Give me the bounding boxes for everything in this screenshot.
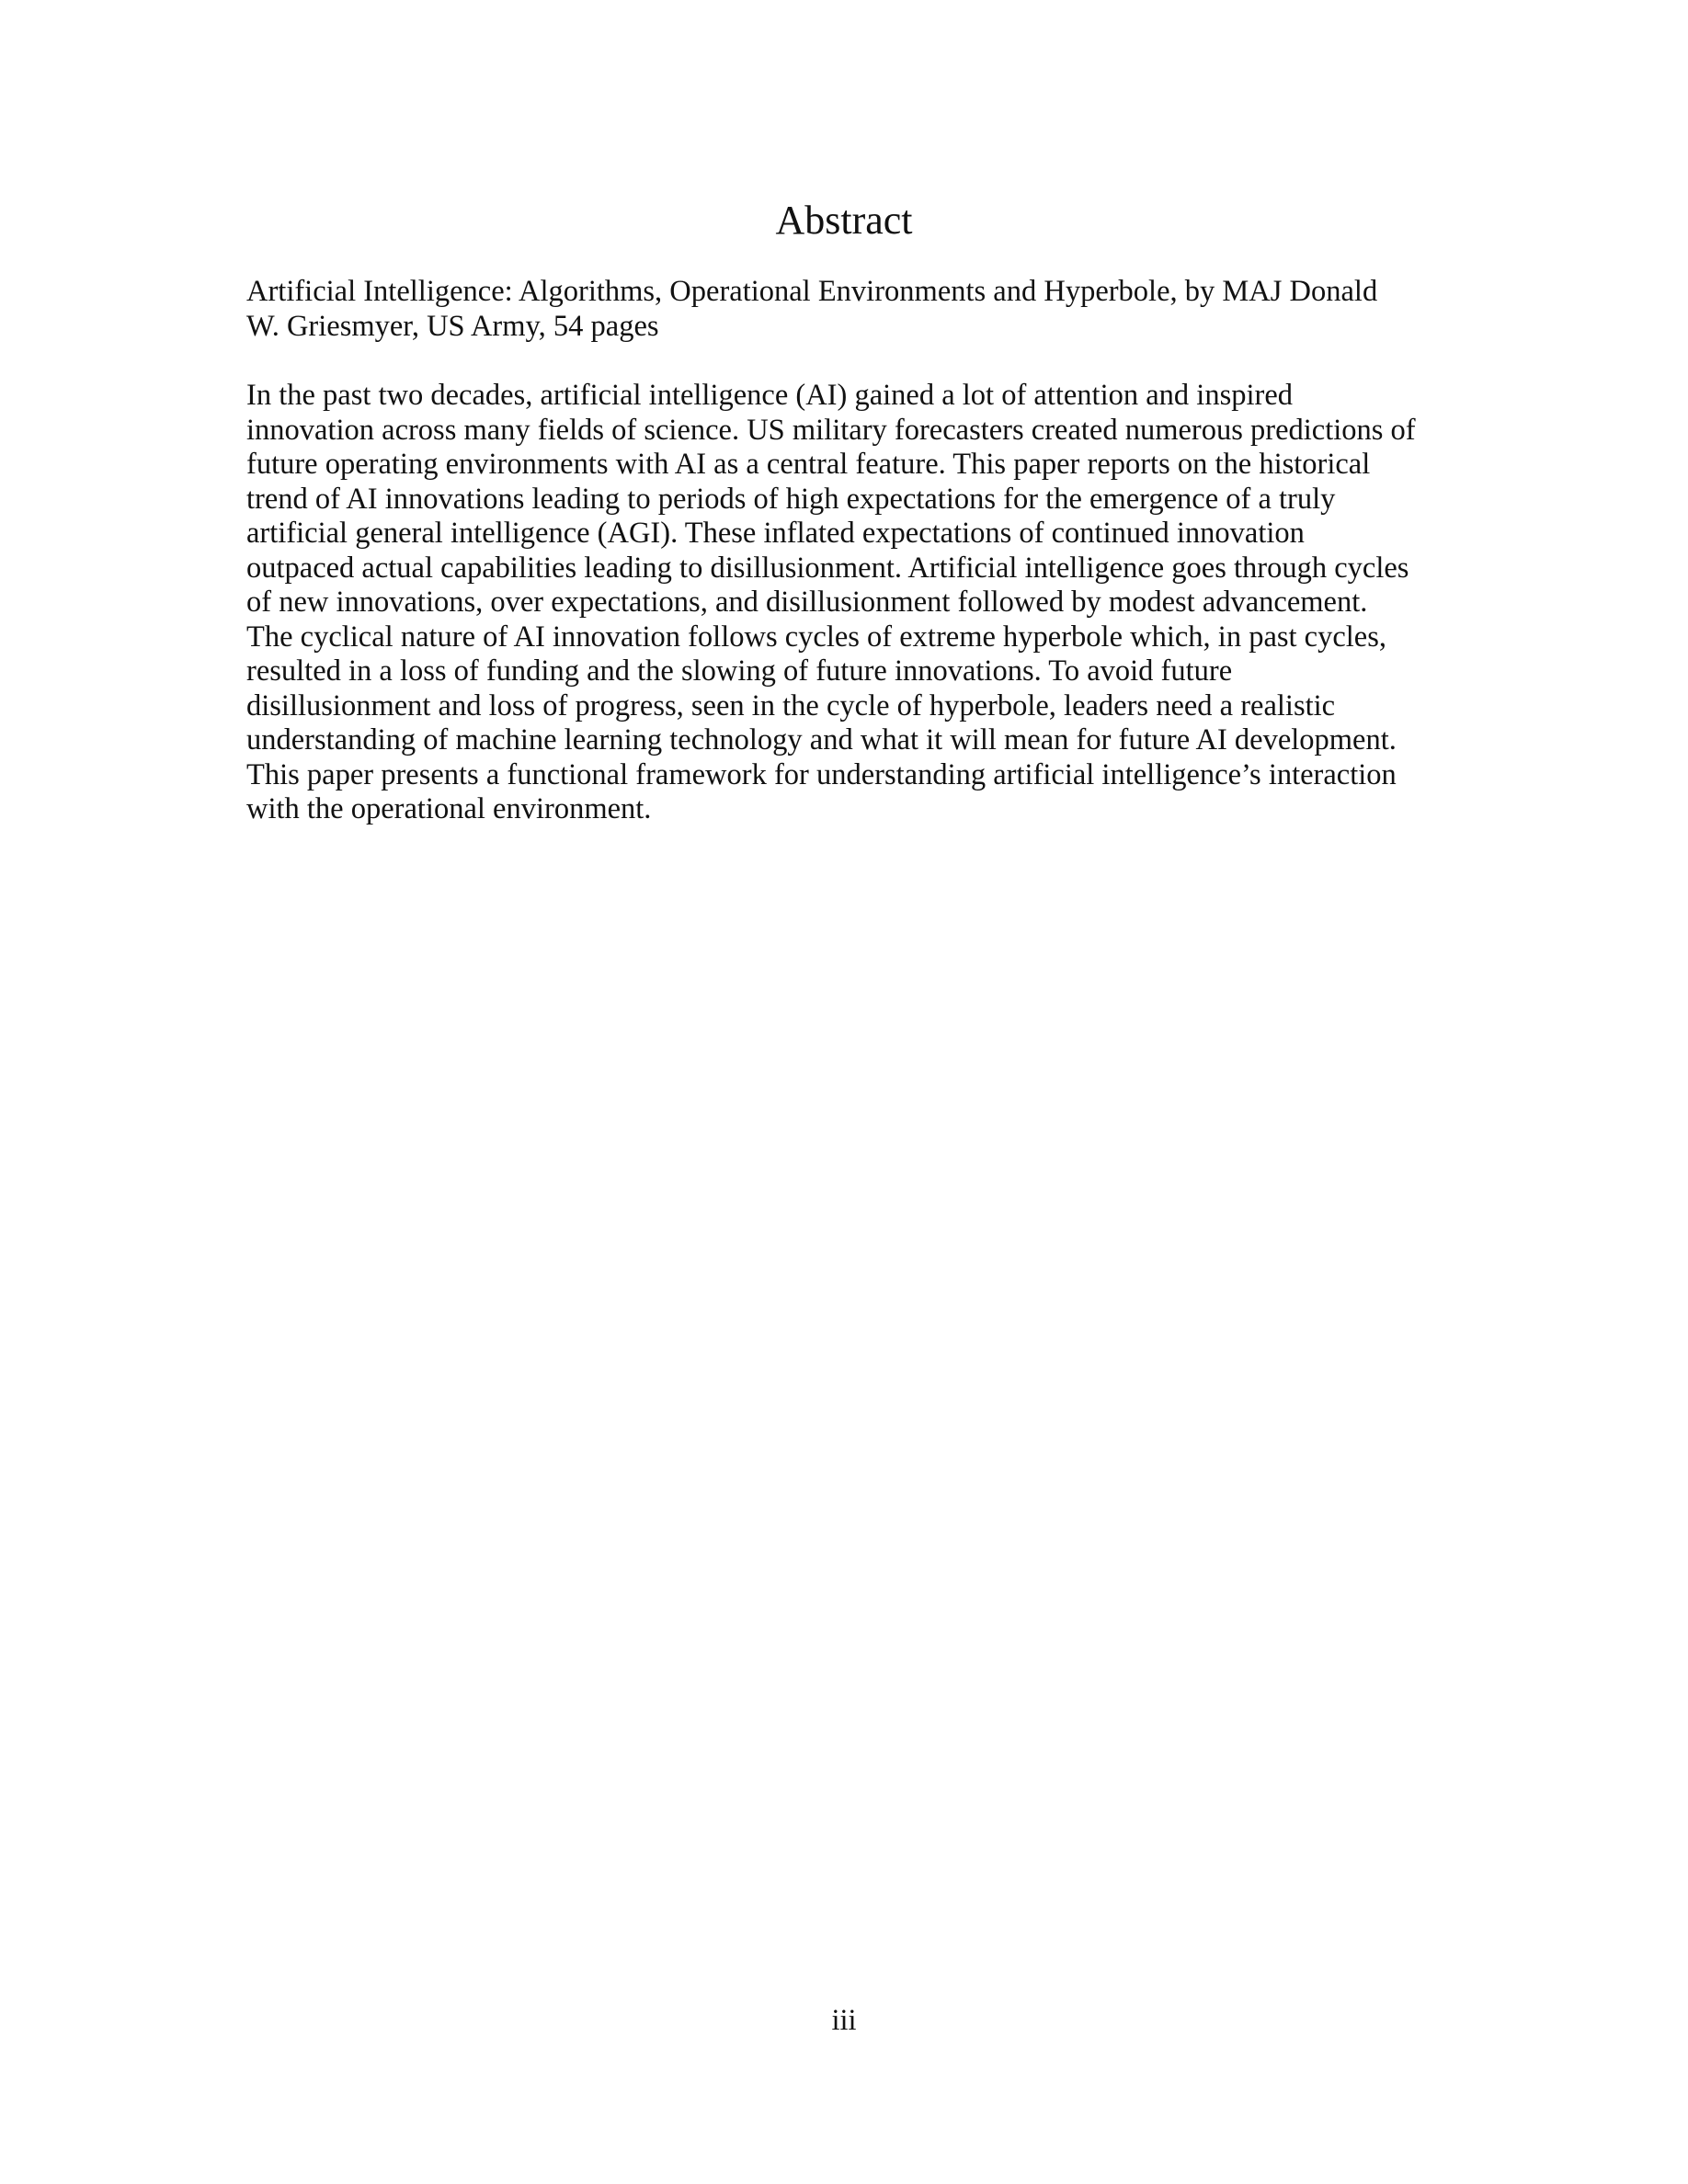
abstract-paragraph [246, 379, 1442, 827]
abstract-line: of new innovations, over expectations, and disillusionment followed by modest advancement. [246, 586, 1368, 619]
page-title: Abstract [775, 198, 913, 243]
abstract-line: This paper presents a functional framework for understanding artificial intelligence’s interaction [246, 757, 1397, 791]
abstract-line: In the past two decades, artificial intelligence (AI) gained a lot of attention and inspired [246, 379, 1293, 412]
abstract-line: trend of AI innovations leading to periods of high expectations for the emergence of a truly [246, 482, 1336, 516]
abstract-line: artificial general intelligence (AGI). These inflated expectations of continued innovation [246, 517, 1305, 550]
abstract-line: resulted in a loss of funding and the slowing of future innovations. To avoid future [246, 654, 1233, 688]
abstract-line: future operating environments with AI as a central feature. This paper reports on the historical [246, 448, 1371, 481]
abstract-line: innovation across many fields of science. US military forecasters created numerous predictions of [246, 413, 1416, 447]
abstract-line: disillusionment and loss of progress, seen in the cycle of hyperbole, leaders need a realistic [246, 688, 1336, 722]
byline-line: Artificial Intelligence: Algorithms, Operational Environments and Hyperbole, by MAJ Donald [246, 275, 1378, 308]
abstract-line: outpaced actual capabilities leading to disillusionment. Artificial intelligence goes through cycles [246, 551, 1409, 585]
page-number: iii [831, 2004, 857, 2037]
abstract-line: understanding of machine learning technology and what it will mean for future AI development. [246, 723, 1397, 756]
abstract-line: The cyclical nature of AI innovation follows cycles of extreme hyperbole which, in past cycles, [246, 620, 1386, 654]
byline-line: W. Griesmyer, US Army, 54 pages [246, 309, 659, 343]
byline [246, 275, 1442, 344]
abstract-line: with the operational environment. [246, 792, 652, 825]
